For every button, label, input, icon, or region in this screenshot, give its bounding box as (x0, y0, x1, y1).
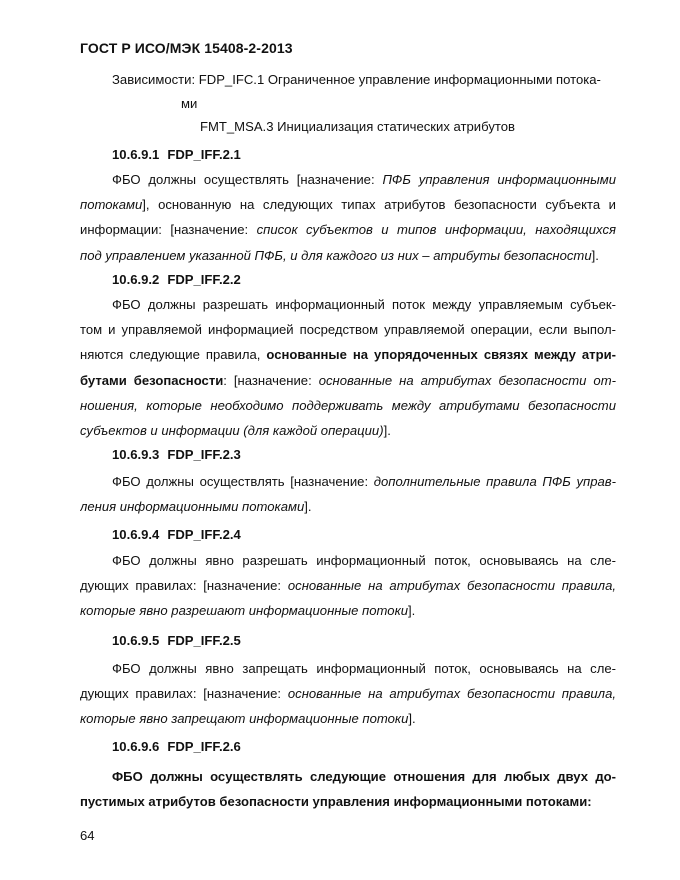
section-paragraph (80, 292, 616, 443)
paragraph-line (80, 368, 616, 393)
section-number: 10.6.9.5 (112, 633, 160, 648)
paragraph-line (80, 292, 616, 317)
text-run: основанные на атрибутах безопасности от- (318, 372, 616, 388)
text-run: список субъектов и типов информации, находящихся (256, 222, 616, 238)
section-paragraph (80, 167, 616, 268)
paragraph-line (80, 494, 616, 519)
text-run: ления информационными потоками (80, 499, 305, 515)
text-run: ], основанную на следующих типах атрибутов безопасности субъекта и (142, 197, 616, 213)
paragraph-line (80, 598, 616, 623)
section-paragraph (80, 469, 616, 519)
text-run: потоками (80, 197, 143, 213)
section-number: 10.6.9.4 (112, 527, 160, 542)
section-heading (112, 527, 241, 542)
text-run: ФБО должны осуществлять следующие отношения для любых двух до- (112, 769, 616, 784)
section-number: 10.6.9.6 (112, 739, 160, 754)
text-run: ФБО должны осуществлять [назначение: (112, 172, 383, 187)
section-heading (112, 272, 241, 287)
text-run: дующих правилах: [назначение: (80, 578, 288, 594)
text-run: дующих правилах: [назначение: (80, 686, 288, 702)
text-run: ФБО должны осуществлять [назначение: (112, 474, 374, 489)
section-id: FDP_IFF.2.3 (167, 447, 241, 462)
paragraph-line (80, 342, 616, 367)
text-run: няются следующие правила, (80, 347, 267, 363)
dependencies-line-2: ми (181, 96, 198, 111)
text-run: ФБО должны разрешать информационный поток между управляемым субъек- (112, 297, 616, 312)
text-run: основанные на атрибутах безопасности правила, (287, 686, 616, 702)
text-run: пустимых атрибутов безопасности управления информационными потоками: (80, 794, 592, 810)
text-run: субъектов и информации (для каждой операции) (80, 422, 384, 438)
paragraph-line (80, 681, 616, 706)
section-id: FDP_IFF.2.2 (167, 272, 241, 287)
paragraph-line (80, 789, 616, 814)
text-run: ФБО должны явно разрешать информационный поток, основываясь на сле- (112, 553, 616, 568)
text-run: ПФБ управления информационными (382, 172, 616, 187)
dependencies-line-1: Зависимости: FDP_IFC.1 Ограниченное управление информационными потока- (112, 72, 601, 87)
paragraph-line (80, 167, 616, 192)
section-id: FDP_IFF.2.6 (167, 739, 241, 754)
text-run: ]. (304, 499, 312, 515)
section-heading (112, 147, 241, 162)
section-id: FDP_IFF.2.4 (167, 527, 241, 542)
text-run: информации: [назначение: (80, 222, 257, 238)
paragraph-line (80, 548, 616, 573)
text-run: дополнительные правила ПФБ управ- (373, 474, 616, 489)
dependencies-line-3: FMT_MSA.3 Инициализация статических атрибутов (200, 119, 515, 134)
paragraph-line (80, 573, 616, 598)
text-run: ]. (591, 247, 599, 263)
paragraph-line (80, 317, 616, 342)
text-run: бутами безопасности (80, 372, 224, 388)
paragraph-line (80, 192, 616, 217)
text-run: ]. (408, 603, 416, 619)
paragraph-line (80, 656, 616, 681)
paragraph-line (80, 469, 616, 494)
paragraph-line (80, 764, 616, 789)
text-run: ]. (383, 422, 391, 438)
section-paragraph (80, 548, 616, 624)
section-paragraph (80, 764, 616, 814)
document-header: ГОСТ Р ИСО/МЭК 15408-2-2013 (80, 40, 293, 56)
text-run: которые явно разрешают информационные потоки (80, 603, 409, 619)
paragraph-line (80, 393, 616, 418)
text-run: под управлением указанной ПФБ, и для каждого из них – атрибуты безопасности (80, 247, 592, 263)
paragraph-line (80, 217, 616, 242)
paragraph-line (80, 706, 616, 731)
section-heading (112, 447, 241, 462)
text-run: ФБО должны явно запрещать информационный поток, основываясь на сле- (112, 661, 616, 676)
text-run: том и управляемой информацией посредством управляемой операции, если выпол- (80, 322, 616, 338)
section-id: FDP_IFF.2.5 (167, 633, 241, 648)
section-paragraph (80, 656, 616, 732)
text-run: ]. (408, 711, 416, 727)
text-run: : [назначение: (223, 372, 319, 388)
section-number: 10.6.9.2 (112, 272, 160, 287)
section-heading (112, 739, 241, 754)
page-number: 64 (80, 828, 95, 843)
section-number: 10.6.9.1 (112, 147, 160, 162)
paragraph-line (80, 243, 616, 268)
paragraph-line (80, 418, 616, 443)
text-run: основанные на упорядоченных связях между атри- (266, 347, 616, 363)
section-id: FDP_IFF.2.1 (167, 147, 241, 162)
text-run: которые явно запрещают информационные потоки (80, 711, 409, 727)
section-number: 10.6.9.3 (112, 447, 160, 462)
section-heading (112, 633, 241, 648)
text-run: ношения, которые необходимо поддерживать между атрибутами безопасности (80, 397, 616, 413)
text-run: основанные на атрибутах безопасности правила, (287, 578, 616, 594)
